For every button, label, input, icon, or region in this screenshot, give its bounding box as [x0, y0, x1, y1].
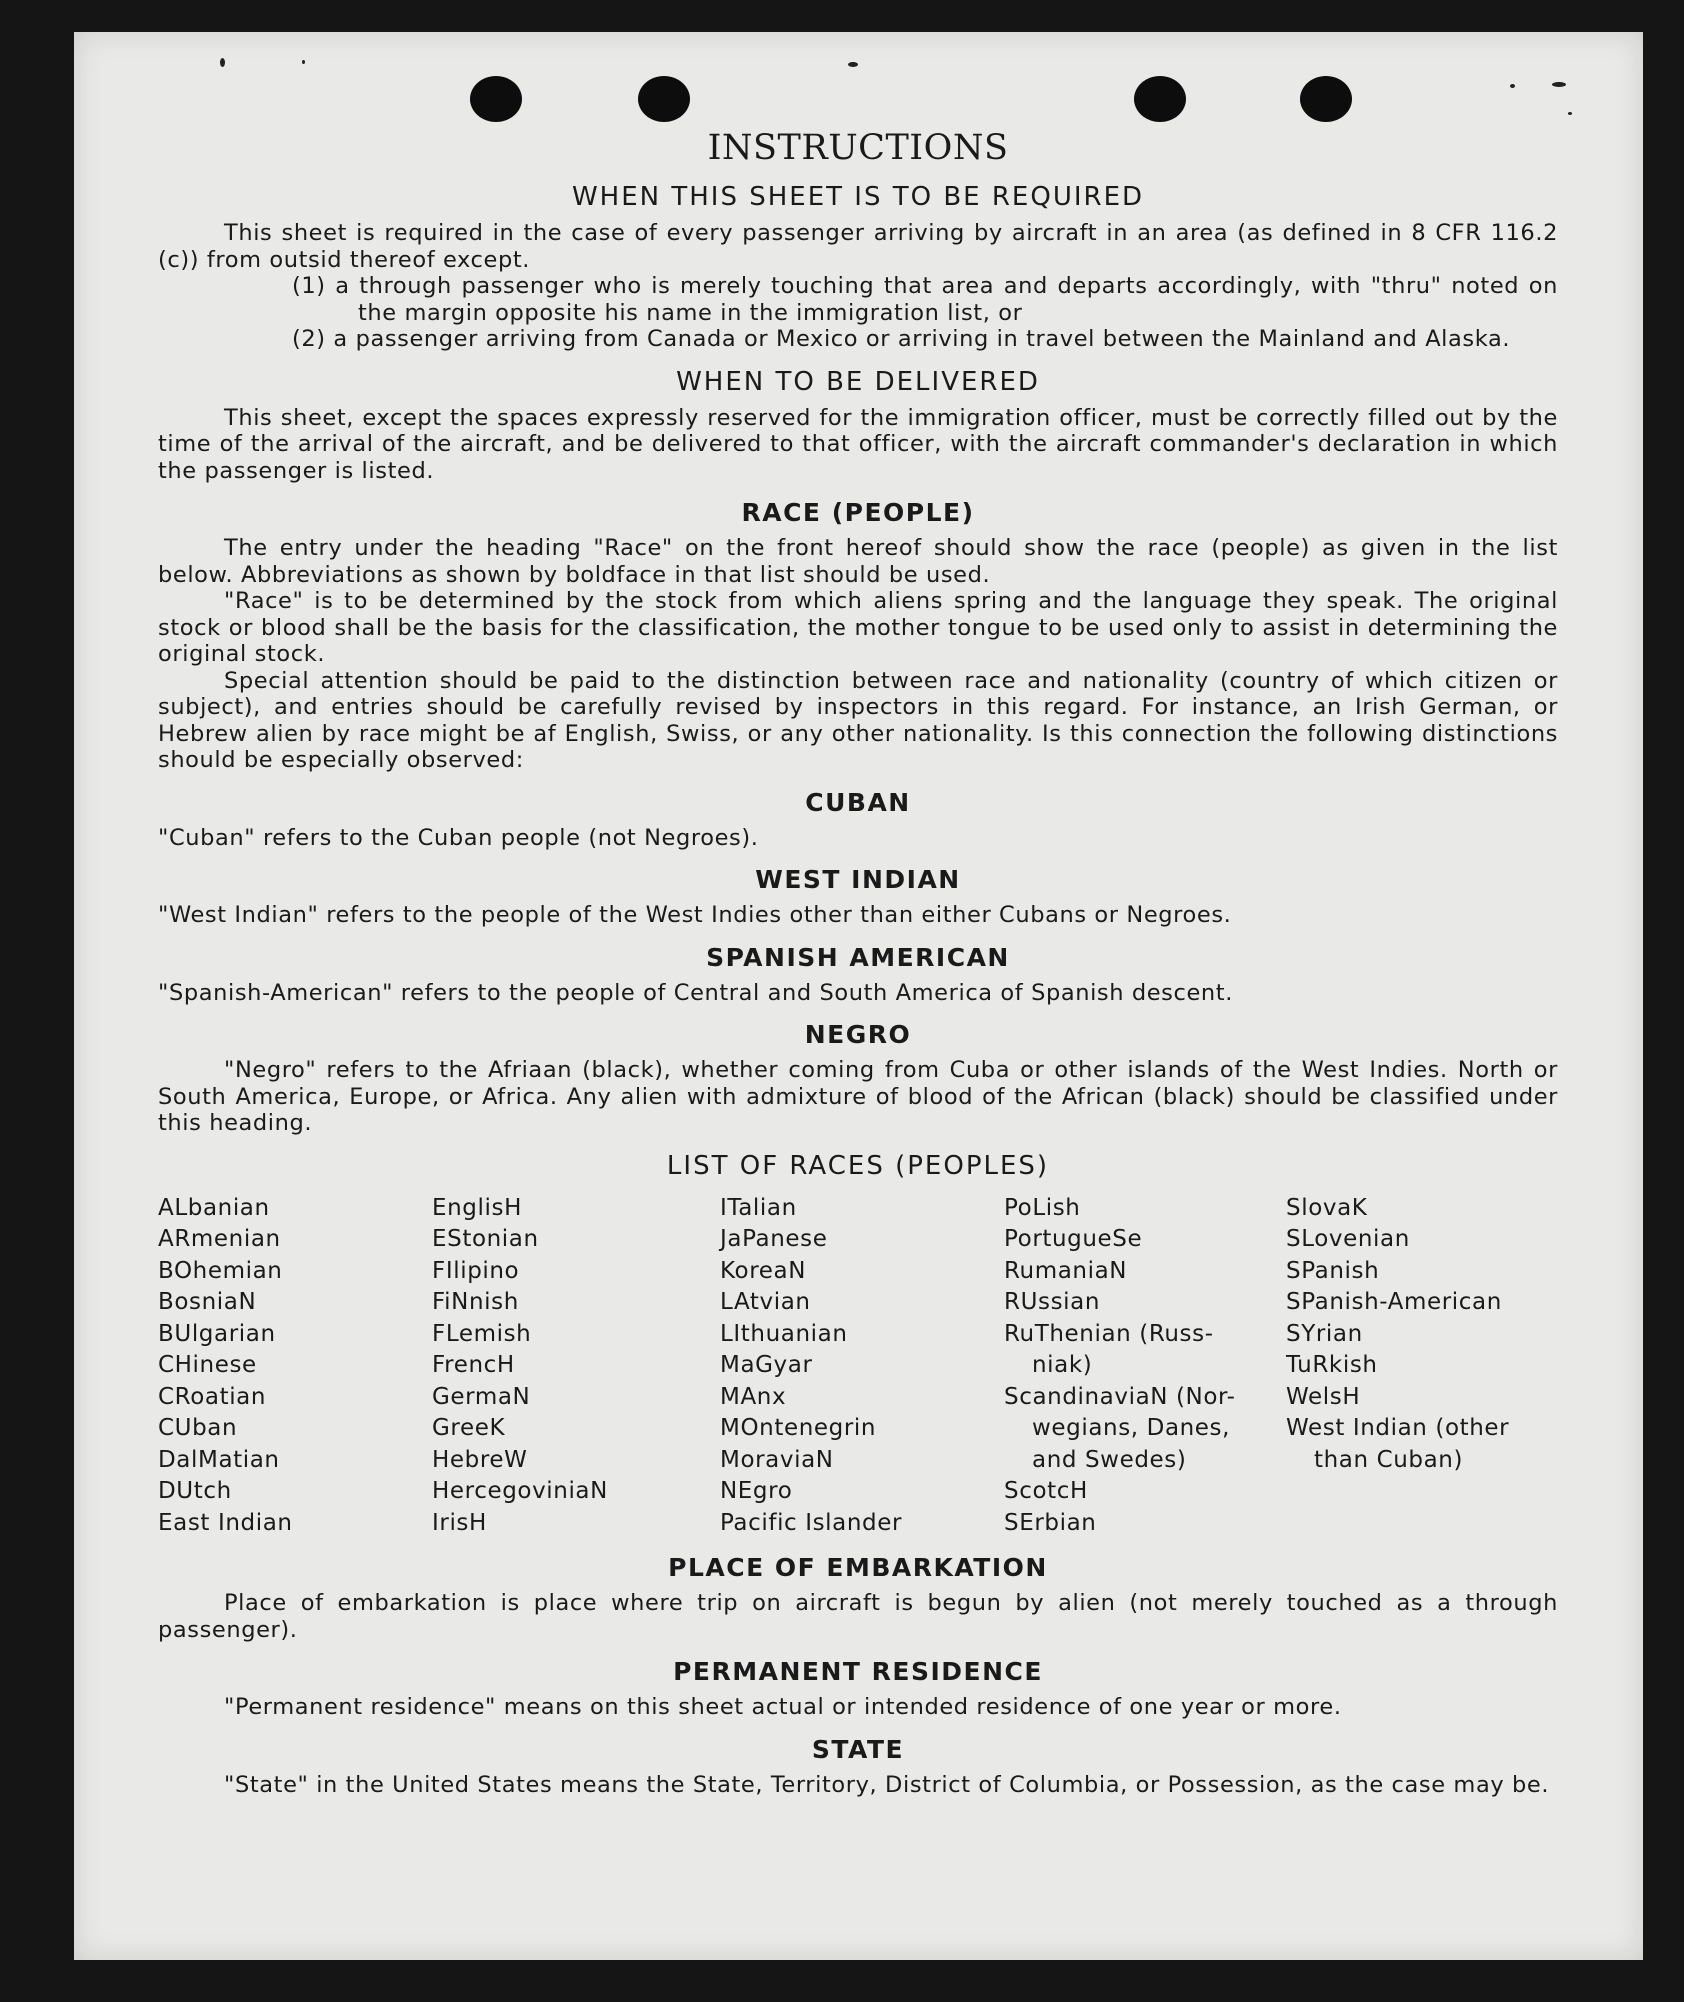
- race-item: CRoatian: [158, 1383, 267, 1410]
- race-item: RUssian: [1004, 1289, 1101, 1315]
- race-item: niak): [1032, 1352, 1093, 1378]
- paragraph: "Race" is to be determined by the stock from which aliens spring and the language they speak. The original stock or blood shall be the basis for the classification, the mother tongue to be used only to assist in determining the original stock.: [158, 588, 1558, 667]
- instructions-content: [158, 128, 1558, 1798]
- race-item: SErbian: [1004, 1509, 1097, 1536]
- race-column: [1286, 1193, 1556, 1540]
- race-item: MAnx: [720, 1383, 787, 1410]
- race-item: SYrian: [1286, 1320, 1363, 1347]
- punch-hole: [1300, 76, 1352, 122]
- document-sheet: [74, 32, 1643, 1960]
- race-item: FIlipino: [432, 1257, 520, 1284]
- race-item: BOhemian: [158, 1257, 283, 1284]
- race-item: PortugueSe: [1004, 1226, 1143, 1252]
- race-item: SlovaK: [1286, 1194, 1368, 1221]
- section-heading: SPANISH AMERICAN: [706, 942, 1010, 972]
- paragraph: "Cuban" refers to the Cuban people (not Negroes).: [158, 824, 759, 851]
- race-item: than Cuban): [1314, 1446, 1464, 1473]
- paragraph: "Negro" refers to the Afriaan (black), whether coming from Cuba or other islands of the West Indies. North or South America, Europe, or Africa. Any alien with admixture of blood of the African (black) should be classified under this heading.: [158, 1057, 1558, 1136]
- race-item: East Indian: [158, 1509, 293, 1536]
- speck: [220, 58, 225, 67]
- race-item: IrisH: [432, 1509, 487, 1536]
- race-item: MOntenegrin: [720, 1415, 877, 1441]
- list-item: (1) a through passenger who is merely touching that area and departs accordingly, with "thru" noted on the margin opposite his name in the immigration list, or: [292, 273, 1558, 326]
- race-item: LIthuanian: [720, 1320, 848, 1347]
- section-heading: STATE: [811, 1734, 905, 1764]
- race-item: GermaN: [432, 1383, 531, 1410]
- speck: [302, 60, 305, 64]
- speck: [1568, 112, 1572, 115]
- race-column: [1004, 1193, 1286, 1540]
- race-column: [432, 1193, 720, 1540]
- race-item: ARmenian: [158, 1226, 281, 1252]
- race-item: ScandinaviaN (Nor-: [1004, 1383, 1236, 1410]
- race-item: RumaniaN: [1004, 1257, 1128, 1284]
- race-item: NEgro: [720, 1478, 793, 1504]
- race-item: wegians, Danes,: [1032, 1415, 1231, 1441]
- race-item: PoLish: [1004, 1194, 1081, 1221]
- race-item: FLemish: [432, 1320, 532, 1347]
- race-column: [158, 1193, 432, 1540]
- paragraph: "West Indian" refers to the people of the West Indies other than either Cubans or Negroes.: [158, 902, 1232, 928]
- race-item: JaPanese: [720, 1226, 828, 1252]
- paragraph: The entry under the heading "Race" on the front hereof should show the race (people) as given in the list below. Abbreviations as shown by boldface in that list should be used.: [158, 535, 1558, 588]
- race-item: SPanish: [1286, 1257, 1380, 1284]
- section-heading: LIST OF RACES (PEOPLES): [666, 1150, 1050, 1181]
- race-item: ITalian: [720, 1194, 797, 1221]
- race-item: CUban: [158, 1415, 238, 1441]
- race-item: BosniaN: [158, 1289, 257, 1315]
- punch-hole: [638, 76, 690, 122]
- race-item: HercegoviniaN: [432, 1478, 608, 1504]
- speck: [1510, 84, 1515, 88]
- race-item: SLovenian: [1286, 1226, 1410, 1252]
- paragraph: Special attention should be paid to the distinction between race and nationality (country of which citizen or subject), and entries should be carefully revised by inspectors in this regard. For instance, an Irish German, or Hebrew alien by race might be af English, Swiss, or any other nationality. Is this connection the following distinctions should be especially observed:: [158, 667, 1558, 773]
- race-item: DUtch: [158, 1478, 232, 1504]
- race-item: LAtvian: [720, 1289, 811, 1315]
- paragraph: Place of embarkation is place where trip on aircraft is begun by alien (not merely touched as a through passenger).: [158, 1590, 1558, 1643]
- section-heading: WHEN TO BE DELIVERED: [676, 366, 1040, 397]
- race-item: FrencH: [432, 1352, 515, 1378]
- race-list: [158, 1193, 1558, 1540]
- race-item: GreeK: [432, 1415, 506, 1441]
- race-item: EStonian: [432, 1226, 539, 1252]
- race-item: MoraviaN: [720, 1446, 834, 1473]
- list-item: (2) a passenger arriving from Canada or Mexico or arriving in travel between the Mainland and Alaska.: [292, 326, 1511, 352]
- race-item: and Swedes): [1032, 1446, 1187, 1473]
- race-item: Pacific Islander: [720, 1509, 903, 1536]
- punch-hole: [470, 76, 522, 122]
- race-item: BUlgarian: [158, 1320, 276, 1347]
- paragraph: This sheet is required in the case of every passenger arriving by aircraft in an area (as defined in 8 CFR 116.2 (c)) from outsid thereof except.: [158, 220, 1558, 273]
- section-heading: PERMANENT RESIDENCE: [673, 1657, 1043, 1686]
- race-item: FiNnish: [432, 1289, 519, 1315]
- race-item: RuThenian (Russ-: [1004, 1320, 1214, 1347]
- race-item: ScotcH: [1004, 1478, 1088, 1504]
- race-item: MaGyar: [720, 1352, 813, 1378]
- section-heading: WEST INDIAN: [755, 865, 961, 894]
- section-heading: RACE (PEOPLE): [741, 498, 975, 527]
- race-item: TuRkish: [1286, 1352, 1378, 1378]
- race-item: DalMatian: [158, 1446, 280, 1473]
- paragraph: "Spanish-American" refers to the people of Central and South America of Spanish descent.: [158, 979, 1233, 1006]
- page-title: INSTRUCTIONS: [707, 128, 1009, 168]
- punch-hole: [1134, 76, 1186, 122]
- race-item: ALbanian: [158, 1194, 270, 1221]
- race-item: KoreaN: [720, 1257, 807, 1284]
- race-item: WelsH: [1286, 1383, 1361, 1410]
- race-item: SPanish-American: [1286, 1289, 1502, 1315]
- race-column: [720, 1193, 1004, 1540]
- speck: [1552, 82, 1566, 87]
- race-item: West Indian (other: [1286, 1415, 1510, 1441]
- section-heading: PLACE OF EMBARKATION: [668, 1553, 1048, 1582]
- section-heading: CUBAN: [805, 787, 911, 817]
- paragraph: This sheet, except the spaces expressly reserved for the immigration officer, must be correctly filled out by the time of the arrival of the aircraft, and be delivered to that officer, with the aircraft commander's declaration in which the passenger is listed.: [158, 404, 1558, 484]
- race-item: HebreW: [432, 1446, 528, 1473]
- race-item: CHinese: [158, 1352, 257, 1378]
- race-item: EnglisH: [432, 1194, 522, 1221]
- speck: [848, 62, 858, 67]
- paragraph: "Permanent residence" means on this sheet actual or intended residence of one year or more.: [224, 1694, 1342, 1720]
- paragraph: "State" in the United States means the State, Territory, District of Columbia, or Possession, as the case may be.: [224, 1771, 1550, 1798]
- section-heading: WHEN THIS SHEET IS TO BE REQUIRED: [571, 182, 1145, 212]
- section-heading: NEGRO: [804, 1020, 912, 1049]
